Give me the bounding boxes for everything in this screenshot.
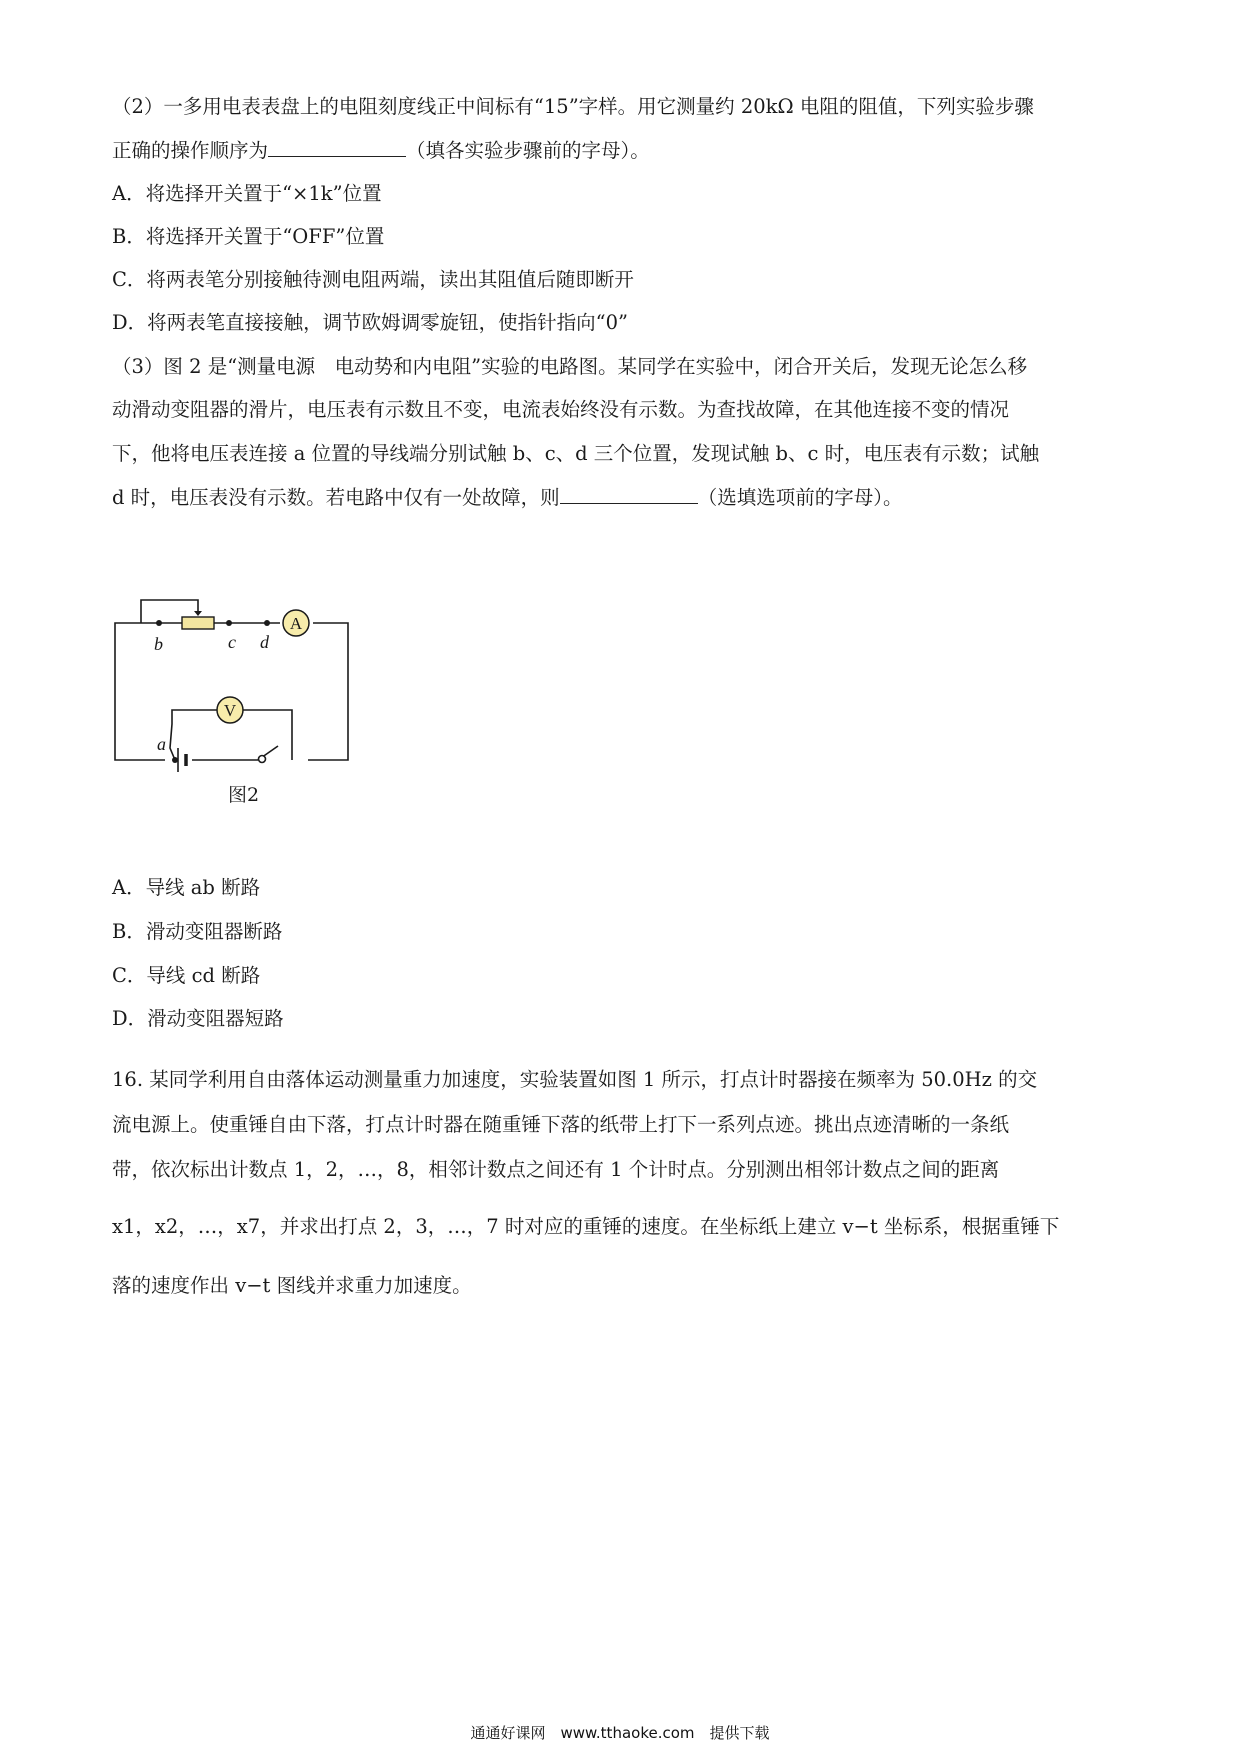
junction-b: [156, 620, 162, 626]
q3-line-1: （3）图 2 是“测量电源 电动势和内电阻”实验的电路图。某同学在实验中，闭合开关后，发现无论怎么移: [112, 355, 1028, 378]
q2-option-d: D．将两表笔直接接触，调节欧姆调零旋钮，使指针指向“0”: [112, 311, 628, 334]
q16-line-5: 落的速度作出 v−t 图线并求重力加速度。: [112, 1274, 472, 1297]
q3-line-4-suffix: （选填选项前的字母）。: [697, 486, 903, 509]
label-b: b: [154, 634, 163, 654]
junction-d: [264, 620, 270, 626]
q2-line-2-suffix: （填各实验步骤前的字母）。: [406, 139, 650, 162]
label-d: d: [260, 632, 269, 652]
label-c: c: [228, 632, 236, 652]
q2-option-c: C．将两表笔分别接触待测电阻两端，读出其阻值后随即断开: [112, 268, 634, 291]
voltmeter-label: V: [223, 701, 237, 720]
q16-line-3: 带，依次标出计数点 1，2，…，8，相邻计数点之间还有 1 个计时点。分别测出相邻计数点之间的距离: [112, 1158, 1000, 1181]
q3-option-b: B．滑动变阻器断路: [112, 920, 283, 943]
q2-option-b: B．将选择开关置于“OFF”位置: [112, 225, 385, 248]
q3-line-3: 下，他将电压表连接 a 位置的导线端分别试触 b、c、d 三个位置，发现试触 b、c 时，电压表有示数；试触: [112, 442, 1040, 465]
circuit-diagram: [100, 580, 390, 780]
figure-caption: 图2: [228, 784, 260, 806]
q2-line-2-prefix: 正确的操作顺序为: [112, 139, 269, 162]
wire-voltmeter-left: [170, 710, 217, 760]
q16-line-2: 流电源上。使重锤自由下落，打点计时器在随重锤下落的纸带上打下一系列点迹。挑出点迹清晰的一条纸: [112, 1113, 1010, 1136]
q2-option-a: A．将选择开关置于“×1k”位置: [112, 182, 382, 205]
q16-line-1: 16. 某同学利用自由落体运动测量重力加速度，实验装置如图 1 所示，打点计时器接在频率为 50.0Hz 的交: [112, 1068, 1038, 1091]
q3-line-4: [112, 483, 1132, 512]
answer-blank-q2[interactable]: [268, 136, 406, 157]
wire-right-loop: [308, 623, 348, 760]
switch-contact: [259, 756, 266, 763]
q3-option-c: C．导线 cd 断路: [112, 964, 261, 987]
q16-line-4: x1，x2，…，x7，并求出打点 2，3，…，7 时对应的重锤的速度。在坐标纸上建立 v−t 坐标系，根据重锤下: [112, 1215, 1060, 1238]
junction-a: [172, 757, 178, 763]
rheostat-body: [182, 617, 214, 629]
q2-line-1: （2）一多用电表表盘上的电阻刻度线正中间标有“15”字样。用它测量约 20kΩ 电阻的阻值，下列实验步骤: [112, 95, 1034, 118]
q3-option-a: A．导线 ab 断路: [112, 876, 261, 899]
q3-line-2: 动滑动变阻器的滑片，电压表有示数且不变，电流表始终没有示数。为查找故障，在其他连接不变的情况: [112, 398, 1010, 421]
junction-c: [226, 620, 232, 626]
ammeter-label: A: [289, 614, 303, 633]
label-a: a: [157, 734, 166, 754]
q3-option-d: D．滑动变阻器短路: [112, 1007, 284, 1030]
q3-line-4-prefix: d 时，电压表没有示数。若电路中仅有一处故障，则: [112, 486, 560, 509]
page-footer: 通通好课网 www.tthaoke.com 提供下载: [470, 1724, 770, 1742]
q2-line-2: [112, 136, 1132, 165]
rheostat-slider-arrow: [194, 611, 202, 616]
answer-blank-q3[interactable]: [560, 483, 698, 504]
